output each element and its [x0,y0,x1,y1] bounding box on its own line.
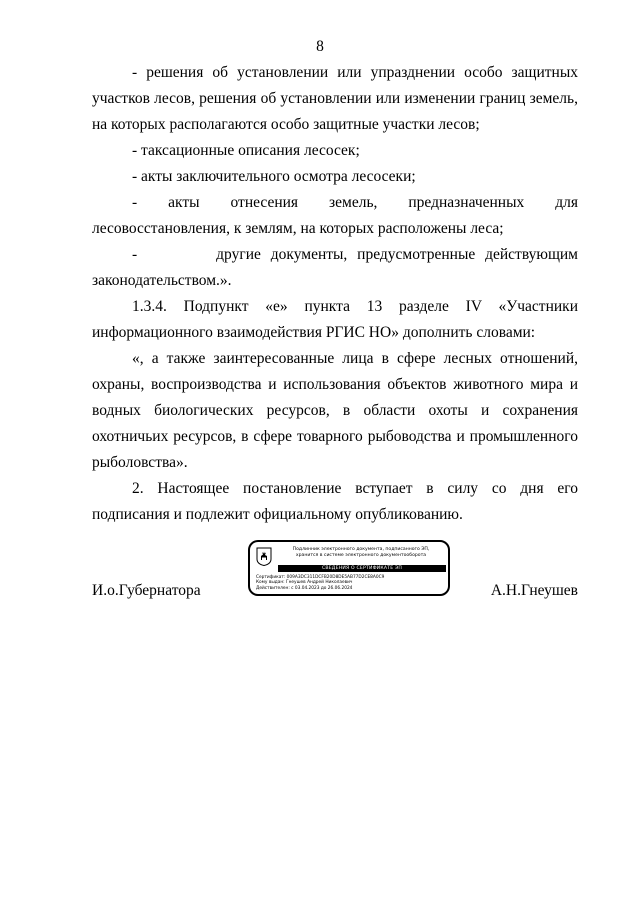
stamp-header-line-2: хранится в системе электронного документооборота [295,553,427,558]
page-number: 8 [316,38,324,55]
clause-2-effective: 2. Настоящее постановление вступает в силу со дня его подписания и подлежит официальному опубликованию. [92,480,578,523]
list-item-other-documents: - другие документы, предусмотренные действующим законодательством.». [92,246,578,289]
signatory-name: А.Н.Гнеушев [490,582,578,599]
stamp-issued-to: Кому выдан: Гнеушев Андрей Николаевич [256,580,353,586]
list-item-protective-areas: - решения об установлении или упразднении особо защитных участков лесов, решения об установлении или изменении границ земель, на которых располагаются особо защитные участки лесов; [92,64,578,133]
list-item-inspection: - акты заключительного осмотра лесосеки; [132,168,416,185]
deer-emblem-icon [256,547,272,566]
stamp-header-line-1: Подлинник электронного документа, подписанного ЭП, [292,547,430,552]
clause-addition-text: «, а также заинтересованные лица в сфере лесных отношений, охраны, воспроизводства и использования объектов животного мира и водных биологических ресурсов, в области охоты и сохранения охотничьих ресурсов, в сфере товарного рыбоводства и промышленного рыболовства». [92,350,578,471]
stamp-title-bar: СВЕДЕНИЯ О СЕРТИФИКАТЕ ЭП [278,565,446,572]
document-body [92,60,578,528]
stamp-certificate-info [256,575,384,591]
signatory-position: И.о.Губернатора [92,582,201,599]
stamp-certificate: Сертификат: 009A3DC311DCFB20D8DE5AB77D2CE8A0C9 [256,575,385,580]
electronic-signature-stamp [248,540,450,596]
list-item-land-acts: - акты отнесения земель, предназначенных для лесовосстановления, к землям, на которых расположены леса; [92,194,578,237]
stamp-validity: Действителен: с 03.04.2023 до 26.06.2024 [256,585,353,591]
stamp-header [276,547,446,559]
list-item-taxation: - таксационные описания лесосек; [132,142,360,159]
clause-1-3-4: 1.3.4. Подпункт «е» пункта 13 разделе IV «Участники информационного взаимодействия РГИС НО» дополнить словами: [92,298,578,341]
